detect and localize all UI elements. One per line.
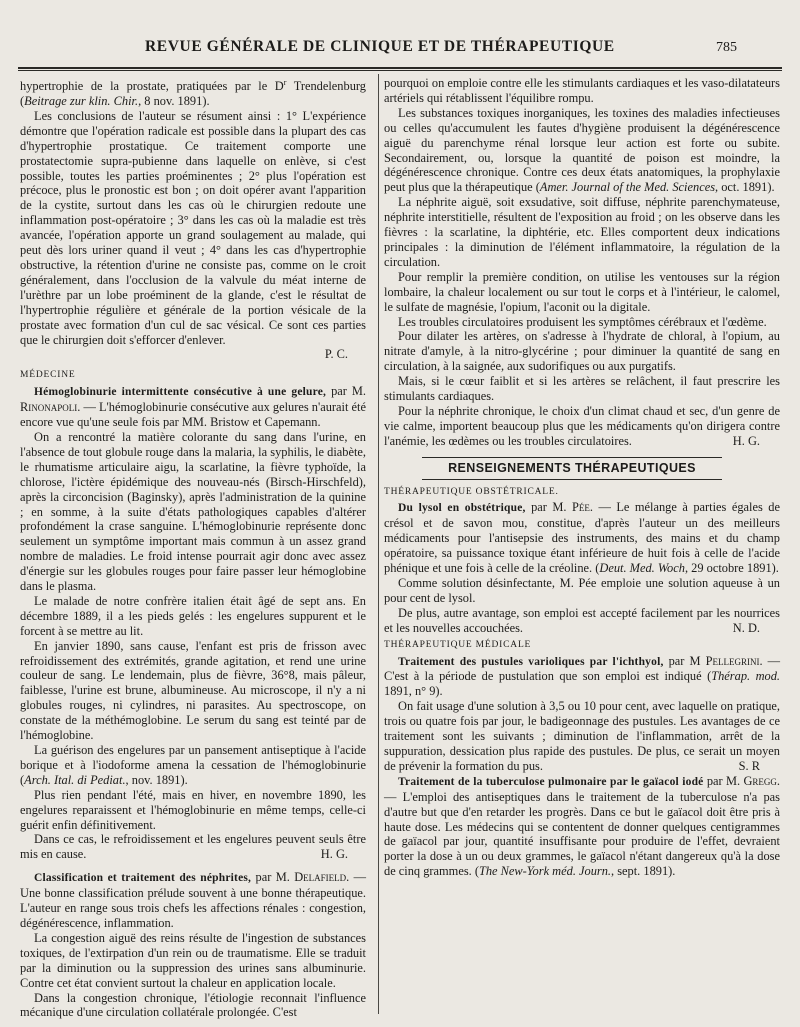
column-divider (378, 74, 379, 1014)
paragraph (384, 106, 780, 195)
article-lead (384, 774, 780, 879)
text: hypertrophie de la prostate, pratiquées par le D (20, 79, 284, 94)
paragraph: En janvier 1890, sans cause, l'enfant est pris de frisson avec refroidissement des extrémités, grande agitation, et rend une urine couleur de sang. Le lendemain, plus de fièvre, 36°8, mais pâleur, faiblesse, l'urine est brune, albumineuse. Au microscope, il n'y a ni globules rouges, ni cylindres, ni parasites. Au spectroscope, on constate de la méthémoglobine. Le serum du sang est teinté par de l'hémoglobine. (20, 638, 366, 743)
signature: H. G. (320, 847, 348, 862)
article-title: Traitement de la tuberculose pulmonaire par le gaïacol iodé (398, 775, 704, 788)
text: Pour la néphrite chronique, le choix d'un climat chaud et sec, d'un genre de vie calme, importent beaucoup plus que les médicaments qu'on dirigera contre l'anémie, les œdèmes ou les troubles circulatoires. (384, 403, 780, 448)
citation: Beitrage zur klin. Chir. (24, 94, 139, 109)
paragraph (20, 76, 366, 109)
right-column (384, 76, 780, 879)
citation: Amer. Journal of the Med. Sciences (539, 180, 716, 195)
header-rule (18, 67, 782, 69)
article-lead (384, 500, 780, 576)
text: Dans ce cas, le refroidissement et les engelures peuvent seuls être mis en cause. (20, 832, 366, 862)
text: , 8 nov. 1891). (138, 94, 210, 109)
paragraph: Pour dilater les artères, on s'adresse à l'hydrate de chloral, à l'opium, au nitrate d'amyle, à la nitro-glycérine ; pour diminuer la quantité de sang en circulation, à la saignée, aux sudorifiques ou aux purgatifs. (384, 329, 780, 374)
article-lead (20, 384, 366, 430)
text: par M. (326, 384, 366, 399)
paragraph: Le malade de notre confrère italien était âgé de sept ans. En décembre 1889, il a les pieds gelés : les engelures suppurent et le forcent à se mettre au lit. (20, 593, 366, 638)
text: par M (663, 653, 706, 668)
header-rule-thin (18, 70, 782, 71)
author: Rinonapoli (20, 400, 78, 415)
article-title: Traitement des pustules varioliques par l'ichthyol, (398, 655, 664, 668)
citation: The New-York méd. Journ. (478, 864, 612, 879)
signature-line (20, 347, 366, 362)
section-heading: MÉDECINE (20, 370, 76, 381)
article-lead (20, 870, 366, 931)
article-lead (384, 654, 780, 700)
author: Pellegrini (705, 653, 760, 668)
author: Delafield (294, 870, 347, 885)
paragraph: Mais, si le cœur faiblit et si les artères se relâchent, il faut prescrire les stimulants cardiaques. (384, 374, 780, 404)
section-heading: THÉRAPEUTIQUE OBSTÉTRICALE. (384, 486, 559, 497)
paragraph: On a rencontré la matière colorante du sang dans l'urine, en l'absence de tout globule rouge dans la malaria, la syphilis, le diabète, le rhumatisme articulaire aigu, la scarlatine, la fièvre typhoïde, la chlorose, l'ictère épidémique des nouveau-nés (Birsch-Hirschfeld), après la circoncision (Baginsky), après l'administration de la quinine ; en somme, à la suite d'états pathologiques capables d'altérer profondément la crase sanguine. L'hémoglobinurie représente donc seulement un symptôme important mais commun à un assez grand nombre de maladies. Le froid intense pourrait agir donc avec assez d'énergie sur les globules rouges pour faire passer leur hémoglobine dans le plasma. (20, 429, 366, 594)
signature: H. G. (732, 433, 760, 448)
article-title: Classification et traitement des néphrites, (34, 872, 252, 885)
text: De plus, autre avantage, son emploi est accepté facilement par les nourrices et les nouvelles accouchées. (384, 605, 780, 635)
paragraph (384, 699, 780, 774)
paragraph: La congestion aiguë des reins résulte de l'ingestion de substances toxiques, de l'extirpation d'un rein ou de traumatisme. Elle se traduit par la diminution ou la suppression des urines sans albuminurie. Contre cet état convient surtout la chaleur en application locale. (20, 930, 366, 990)
text: Trendelenburg ( (20, 79, 366, 109)
running-header (0, 30, 800, 60)
article-title: Du lysol en obstétrique, (398, 502, 526, 515)
signature: S. R (738, 758, 760, 773)
left-column (20, 76, 366, 1020)
paragraph (384, 404, 780, 449)
text: On fait usage d'une solution à 3,5 ou 10 pour cent, avec laquelle on pratique, trois ou quatre fois par jour, le badigeonnage des pustules. Les avantages de ce traitement sont les suivants ; diminution de l'inflammation, arrêt de la suppuration, dessication plus rapide des pustules. De plus, ce serait un moyen de prévenir la formation du pus. (384, 699, 780, 773)
paragraph: Les troubles circulatoires produisent les symptômes cérébraux et l'œdème. (398, 314, 767, 329)
paragraph: Comme solution désinfectante, M. Pée emploie une solution aqueuse à un pour cent de lysol. (384, 576, 780, 605)
paragraph (20, 832, 366, 862)
paragraph: Dans la congestion chronique, l'étiologie reconnait l'influence mécanique d'une circulation collatérale prolongée. C'est (20, 990, 366, 1020)
citation: Arch. Ital. di Pediat. (24, 772, 126, 787)
paragraph: Les conclusions de l'auteur se résument ainsi : 1° L'expérience démontre que l'opération radicale est possible dans la plupart des cas d'hypertrophie prostatique. Ce traitement comporte une prostatectomie supra-pubienne dans laquelle on enlève, si c'est possible, toutes les parties proéminentes ; 2° plus l'opération est précoce, plus le pronostic est bon ; on doit opérer avant l'apparition de la cystite, surtout dans les cas où le chirurgien redoute une inflammation post-opératoire ; 3° dans les cas où la maladie est très avancée, l'opération apporte un grand soulagement au malade, qui peut dès lors uriner quand il veut ; 4° dans les cas d'hypertrophie obstructive, la rétention d'urine ne consiste pas, comme on le croit généralement, dans l'occlusion de la valvule du méat interne de l'urèthre par un lobe proéminent de la glande, c'est le résultat de l'hypertrophie régulière et générale de la portion vésicale de la prostate avec formation d'un cul de sac vésical. Ce sont ces parties que le chirurgien doit s'efforcer d'enlever. (20, 108, 366, 347)
superscript: r (283, 78, 287, 87)
text: , oct. 1891). (715, 180, 775, 195)
paragraph: Pour remplir la première condition, on utilise les ventouses sur la région lombaire, la chaleur localement ou sur tout le corps et à l'intérieur, le calomel, le sulfate de magnésie, l'opium, l'aconit ou la digitale. (384, 269, 780, 314)
text: La guérison des engelures par un pansement antiseptique à l'acide borique et à l'iodoforme amena la cessation de l'hémoglobinurie ( (20, 743, 366, 787)
paragraph: Plus rien pendant l'été, mais en hiver, en novembre 1890, les engelures reparaissent et l'hémoglobinurie en même temps, celle-ci guérit enfin définitivement. (20, 787, 366, 832)
text: , 29 octobre 1891). (684, 561, 779, 576)
page-number: 785 (716, 40, 737, 55)
text: par M. (251, 870, 295, 885)
paragraph: pourquoi on emploie contre elle les stimulants cardiaques et les vaso-dilatateurs artériels qui rétablissent l'équilibre rompu. (384, 76, 780, 105)
text: . — L'emploi des antiseptiques dans le traitement de la tuberculose n'a pas d'autre but que d'en retarder les progrès. Dans ce but le gaïacol doit être pris à haute dose. Les médecins qui se contentent de donner quelques centigrammes de gaïacol par jour, quantité insuffisante pour produire de l'effet, devraient porter la dose à un ou deux grammes, le gaïacol n'étant dangereux qu'à la dose de cinq grammes. ( (384, 773, 781, 879)
text: . — C'est à la période de pustulation que son emploi est indiqué ( (384, 653, 780, 684)
text: . — L'hémoglobinurie consécutive aux gelures n'aurait été encore vue qu'une seule fois par MM. Bristow et Capemann. (20, 400, 366, 430)
article-title: Hémoglobinurie intermittente consécutive à une gelure, (34, 386, 327, 399)
section-banner: RENSEIGNEMENTS THÉRAPEUTIQUES (422, 457, 722, 480)
text: 1891, n° 9). (384, 684, 443, 699)
paragraph (384, 606, 780, 636)
text: , sept. 1891). (611, 864, 676, 879)
text: par M. (525, 500, 572, 515)
author: Pée (572, 500, 590, 515)
author: Gregg (743, 773, 777, 788)
text: Les substances toxiques inorganiques, les toxines des maladies infectieuses ou celles qu'accumulent les fautes d'hygiène produisent la dégénérescence aiguë du parenchyme rénal lorsque leur action est forte ou subite. Secondairement, ou, lorsque la quantité de poison est moindre, la dégénérescence chronique. Contre ces deux états anatomiques, la prophylaxie peut plus que la thérapeutique ( (384, 105, 780, 195)
paragraph (20, 743, 366, 788)
text: . — Une bonne classification prélude souvent à une bonne thérapeutique. L'auteur en range sous trois chefs les affections rénales : congestion, dégénérescence, inflammation. (20, 870, 366, 930)
signature: P. C. (324, 347, 348, 362)
paragraph: La néphrite aiguë, soit exsudative, soit diffuse, néphrite parenchymateuse, néphrite interstitielle, résultent de l'exposition au froid ; on les observe dans les fièvres : la scarlatine, la diphtérie, etc. Elles comportent deux indications principales : la diminution de l'élément inflammatoire, la régulation de la circulation. (384, 195, 780, 269)
journal-title: REVUE GÉNÉRALE DE CLINIQUE ET DE THÉRAPEUTIQUE (145, 38, 615, 55)
section-heading: THÉRAPEUTIQUE MÉDICALE (384, 639, 532, 650)
text: . — Le mélange à parties égales de crésol et de savon mou, constitue, d'après l'auteur un des meilleurs médicaments pour l'antisepsie des instruments, des mains et du champ opératoire, sa puissance toxique étant inférieure de huit fois à celle de l'acide phénique et une fois à celle de la créoline. ( (384, 500, 780, 576)
text: par M. (703, 773, 744, 788)
signature: N. D. (732, 620, 760, 635)
text: , nov. 1891). (125, 772, 188, 787)
citation: Thérap. mod. (711, 669, 781, 684)
citation: Deut. Med. Woch (599, 561, 685, 576)
